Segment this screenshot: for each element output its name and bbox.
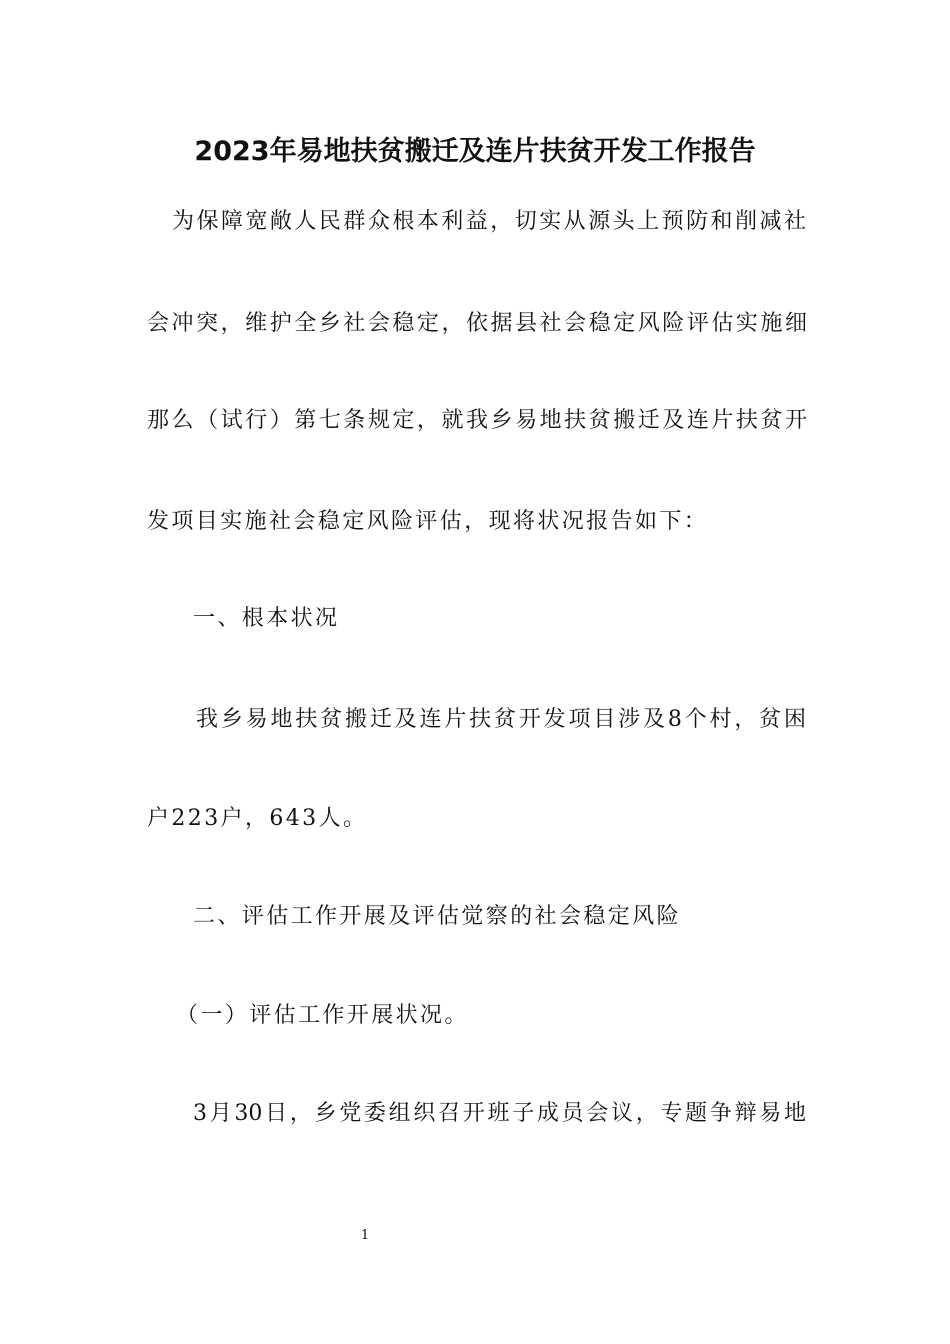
paragraph-line: 那么（试行）第七条规定，就我乡易地扶贫搬迁及连片扶贫开 bbox=[147, 408, 807, 433]
paragraph-line: 发项目实施社会稳定风险评估，现将状况报告如下： bbox=[147, 509, 709, 534]
paragraph-line: 会冲突，维护全乡社会稳定，依据县社会稳定风险评估实施细 bbox=[147, 311, 807, 336]
document-title: 2023年易地扶贫搬迁及连片扶贫开发工作报告 bbox=[194, 136, 756, 167]
page-number: 1 bbox=[360, 1228, 370, 1243]
subsection-heading: （一）评估工作开展状况。 bbox=[176, 1003, 469, 1028]
paragraph-line: 为保障宽敞人民群众根本利益，切实从源头上预防和削减社 bbox=[172, 209, 806, 234]
paragraph-line: 我乡易地扶贫搬迁及连片扶贫开发项目涉及8个村，贫困 bbox=[196, 707, 806, 732]
paragraph-line: 户223户，643人。 bbox=[147, 806, 368, 831]
paragraph-line: 3月30日，乡党委组织召开班子成员会议，专题争辩易地 bbox=[193, 1101, 806, 1126]
section-heading: 二、评估工作开展及评估觉察的社会稳定风险 bbox=[193, 904, 682, 929]
section-heading: 一、根本状况 bbox=[193, 606, 340, 631]
